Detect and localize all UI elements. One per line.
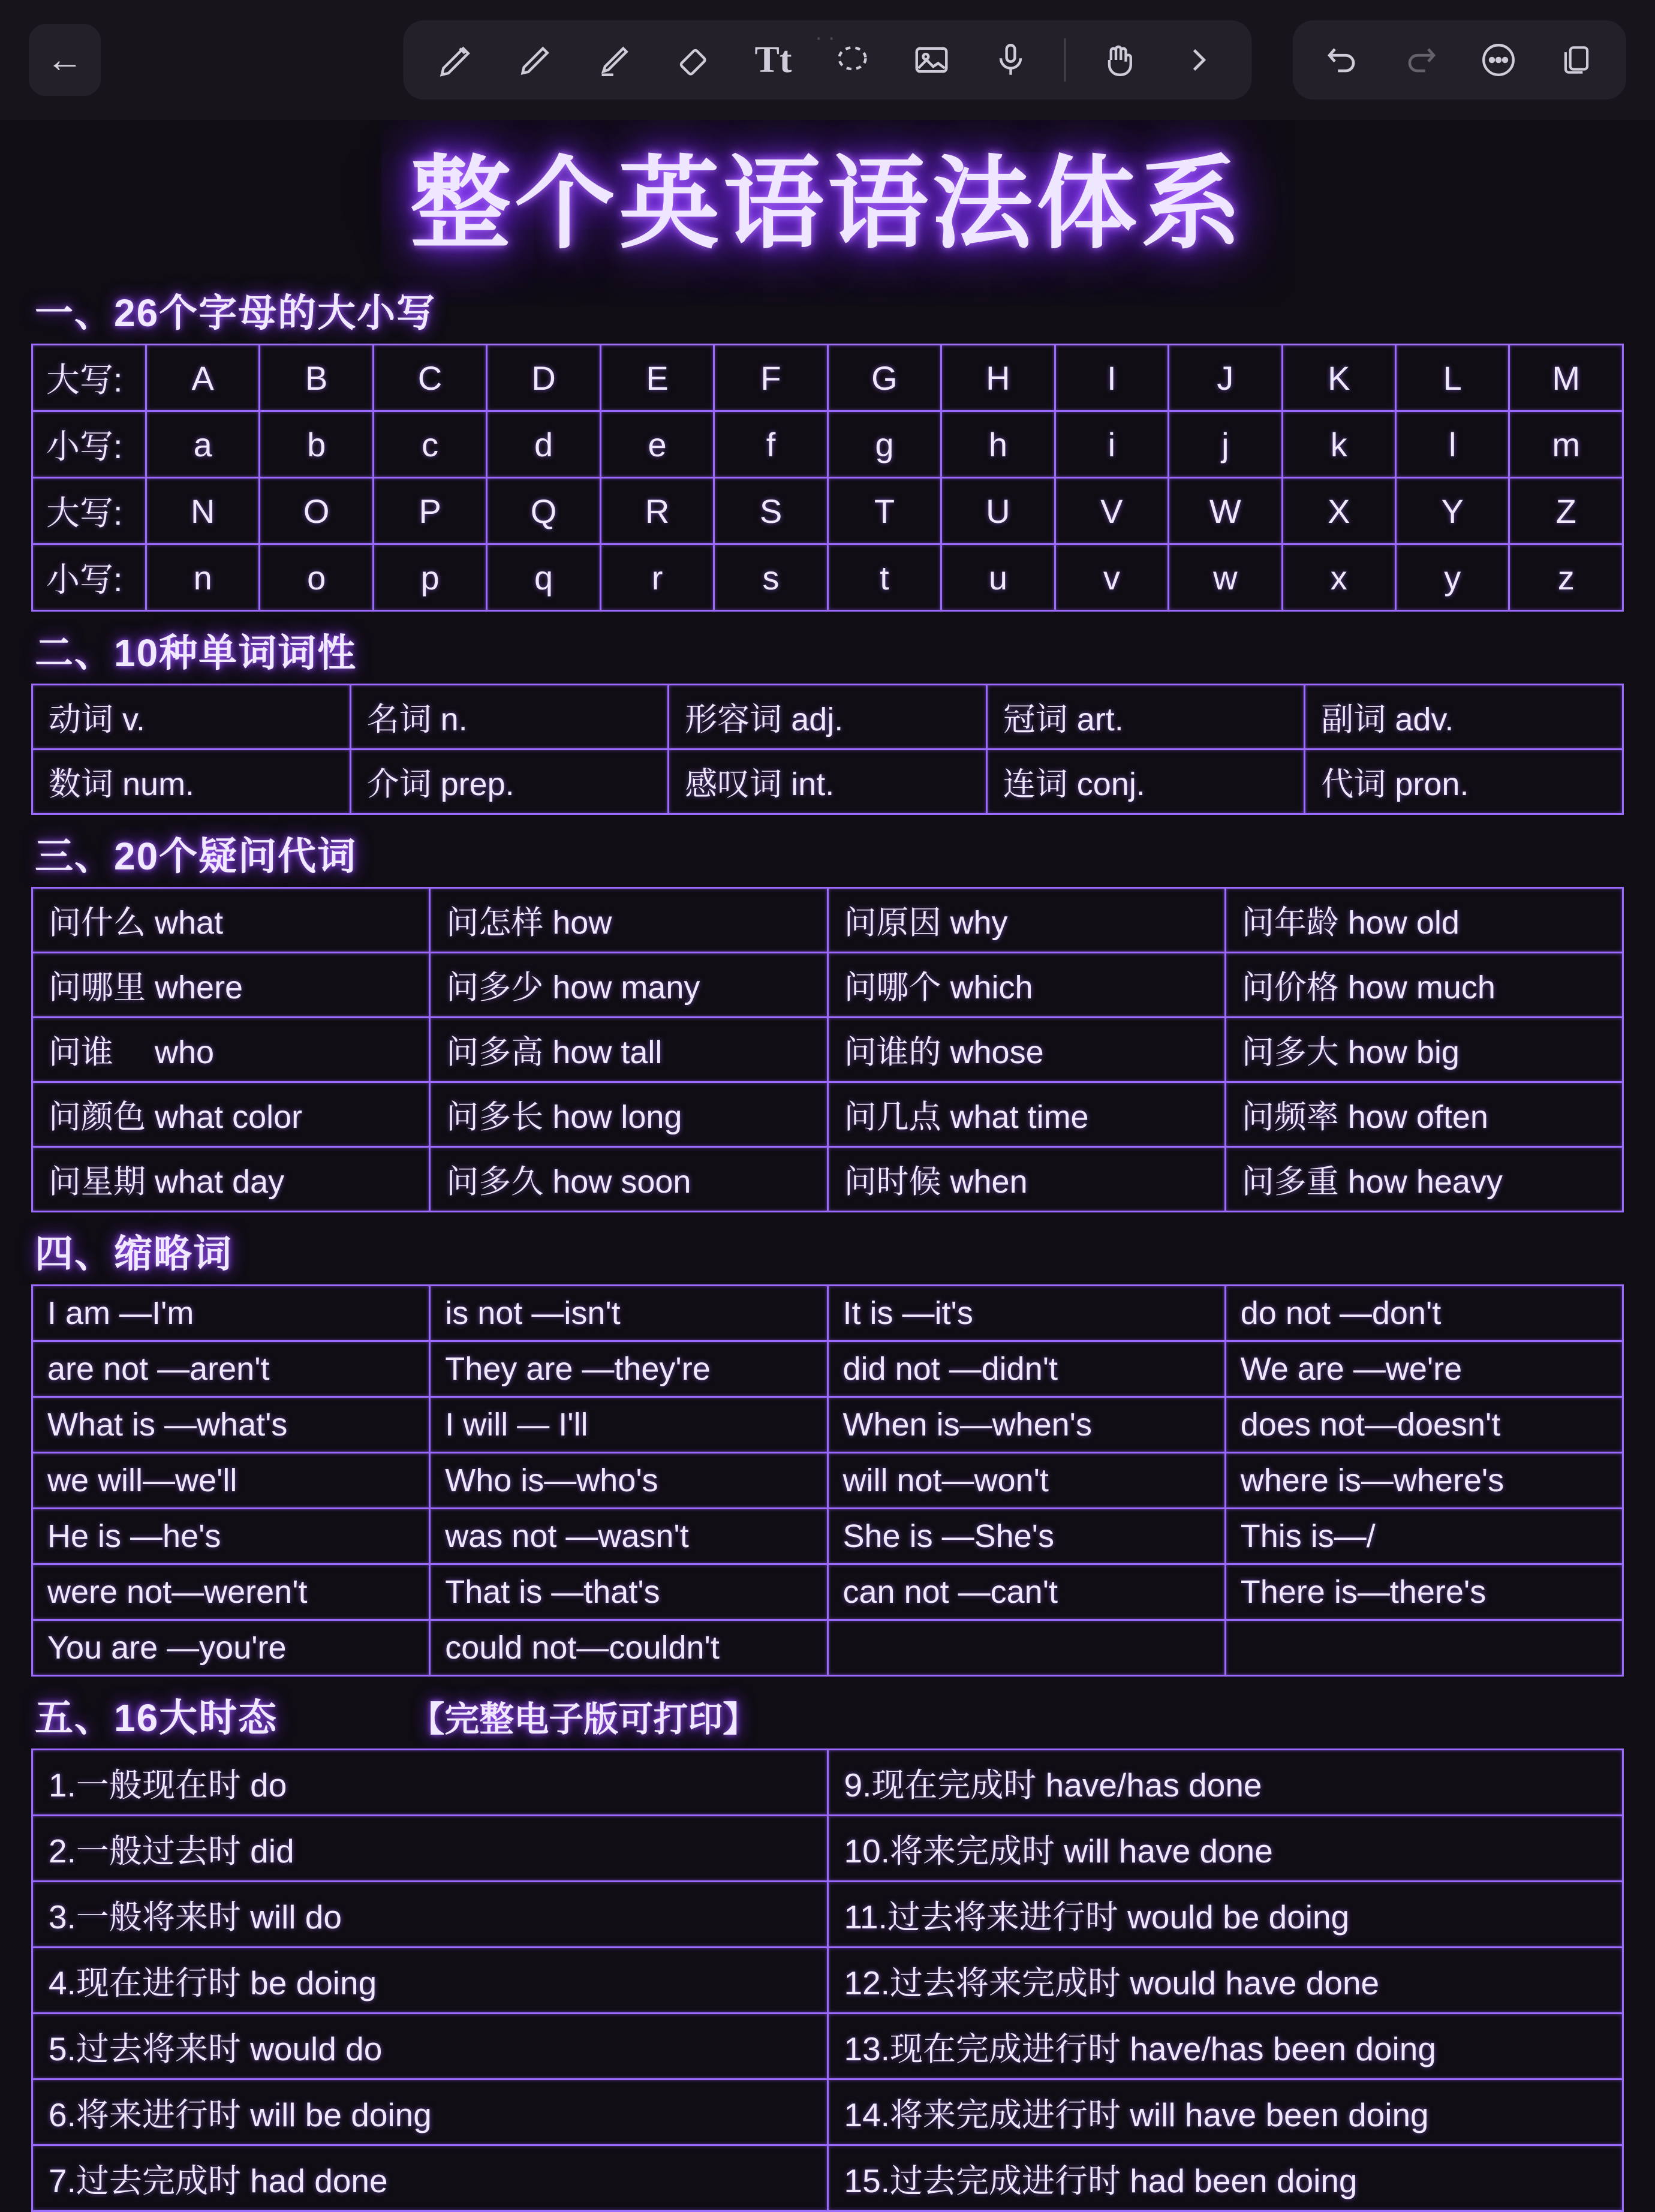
alphabet-cell: Q <box>487 478 600 544</box>
table-row <box>32 1750 1623 1816</box>
alphabet-cell: H <box>941 345 1055 411</box>
tense-cell: 9.现在完成时 have/has done <box>828 1750 1623 1816</box>
tense-cell: 7.过去完成时 had done <box>32 2145 828 2211</box>
contraction-cell: They are —they're <box>430 1341 828 1397</box>
tense-cell: 2.一般过去时 did <box>32 1816 828 1882</box>
tool-palette <box>404 20 1252 100</box>
contraction-cell: I am —I'm <box>32 1286 430 1341</box>
table-row <box>32 1816 1623 1882</box>
contractions-table <box>31 1284 1624 1677</box>
alphabet-cell: U <box>941 478 1055 544</box>
alphabet-cell: K <box>1282 345 1395 411</box>
contraction-cell: That is —that's <box>430 1564 828 1620</box>
contraction-cell: can not —can't <box>828 1564 1225 1620</box>
pos-cell: 名词 n. <box>350 685 669 750</box>
section-heading-alphabet: 一、26个字母的大小写 <box>35 291 437 335</box>
contraction-cell <box>828 1620 1225 1676</box>
alphabet-cell: z <box>1509 544 1623 611</box>
alphabet-cell: a <box>146 411 260 478</box>
tense-cell: 11.过去将来进行时 would be doing <box>828 1882 1623 1948</box>
alphabet-cell: B <box>260 345 373 411</box>
alphabet-cell: o <box>260 544 373 611</box>
table-row <box>32 2014 1623 2079</box>
alphabet-cell: w <box>1169 544 1282 611</box>
alphabet-cell: p <box>373 544 486 611</box>
contraction-cell: are not —aren't <box>32 1341 430 1397</box>
alphabet-cell: J <box>1169 345 1282 411</box>
pencil-icon[interactable] <box>510 34 562 86</box>
contraction-cell: What is —what's <box>32 1397 430 1453</box>
question-word-cell: 问哪里 where <box>32 953 430 1018</box>
redo-icon[interactable] <box>1395 34 1446 86</box>
alphabet-cell: v <box>1055 544 1168 611</box>
tense-cell: 3.一般将来时 will do <box>32 1882 828 1948</box>
contraction-cell: You are —you're <box>32 1620 430 1676</box>
question-word-cell: 问多大 how big <box>1225 1018 1623 1082</box>
tenses-table <box>31 1748 1624 2212</box>
alphabet-cell: f <box>714 411 828 478</box>
alphabet-cell: V <box>1055 478 1168 544</box>
question-word-cell: 问怎样 how <box>430 888 828 953</box>
tense-cell: 14.将来完成进行时 will have been doing <box>828 2079 1623 2145</box>
pos-cell: 连词 conj. <box>986 750 1305 814</box>
alphabet-cell: M <box>1509 345 1623 411</box>
table-row <box>32 1509 1623 1564</box>
question-word-cell: 问谁的 whose <box>828 1018 1225 1082</box>
pos-cell: 动词 v. <box>32 685 351 750</box>
contraction-cell: I will — I'll <box>430 1397 828 1453</box>
question-word-cell: 问星期 what day <box>32 1147 430 1212</box>
contraction-cell: we will—we'll <box>32 1453 430 1509</box>
alphabet-cell: k <box>1282 411 1395 478</box>
insert-image-icon[interactable] <box>906 34 958 86</box>
drag-handle[interactable]: ·· <box>814 24 841 50</box>
alphabet-cell: d <box>487 411 600 478</box>
alphabet-cell: j <box>1169 411 1282 478</box>
contraction-cell: When is—when's <box>828 1397 1225 1453</box>
table-row <box>32 888 1623 953</box>
table-row <box>32 1453 1623 1509</box>
question-word-cell: 问几点 what time <box>828 1082 1225 1147</box>
alphabet-cell: W <box>1169 478 1282 544</box>
contraction-cell: We are —we're <box>1225 1341 1623 1397</box>
note-canvas <box>0 120 1655 2212</box>
contraction-cell: There is—there's <box>1225 1564 1623 1620</box>
alphabet-cell: I <box>1055 345 1168 411</box>
table-row <box>32 1082 1623 1147</box>
alphabet-cell: x <box>1282 544 1395 611</box>
section-heading-tenses-row <box>35 1687 1624 1742</box>
contraction-cell: will not—won't <box>828 1453 1225 1509</box>
table-row <box>32 750 1623 814</box>
pos-cell: 数词 num. <box>32 750 351 814</box>
table-row <box>32 1948 1623 2014</box>
alphabet-cell: t <box>828 544 941 611</box>
contraction-cell: was not —wasn't <box>430 1509 828 1564</box>
table-row <box>32 1882 1623 1948</box>
alphabet-cell: h <box>941 411 1055 478</box>
alphabet-cell: R <box>600 478 714 544</box>
pos-cell: 感叹词 int. <box>669 750 987 814</box>
question-word-cell: 问颜色 what color <box>32 1082 430 1147</box>
contraction-cell: could not—couldn't <box>430 1620 828 1676</box>
toolbar-divider <box>1064 38 1066 82</box>
contraction-cell: This is—/ <box>1225 1509 1623 1564</box>
alphabet-cell: T <box>828 478 941 544</box>
table-row <box>32 1620 1623 1676</box>
pen-icon[interactable] <box>431 34 483 86</box>
alphabet-cell: E <box>600 345 714 411</box>
alphabet-cell: g <box>828 411 941 478</box>
alphabet-cell: e <box>600 411 714 478</box>
table-row <box>32 2145 1623 2211</box>
more-options-icon[interactable] <box>1473 34 1524 86</box>
highlighter-icon[interactable] <box>589 34 641 86</box>
question-words-table <box>31 887 1624 1212</box>
question-word-cell: 问多少 how many <box>430 953 828 1018</box>
question-word-cell: 问多长 how long <box>430 1082 828 1147</box>
tense-cell: 12.过去将来完成时 would have done <box>828 1948 1623 2014</box>
page-title: 整个英语语法体系 <box>410 148 1245 260</box>
section-heading-contractions: 四、缩略词 <box>35 1232 233 1276</box>
undo-icon[interactable] <box>1317 34 1368 86</box>
alphabet-cell: N <box>146 478 260 544</box>
alphabet-cell: c <box>373 411 486 478</box>
alphabet-cell: S <box>714 478 828 544</box>
alphabet-cell: C <box>373 345 486 411</box>
contraction-cell: were not—weren't <box>32 1564 430 1620</box>
printable-note: 【完整电子版可打印】 <box>410 1700 758 1739</box>
pos-cell: 代词 pron. <box>1305 750 1623 814</box>
question-word-cell: 问原因 why <box>828 888 1225 953</box>
contraction-cell: does not—doesn't <box>1225 1397 1623 1453</box>
hand-tool-icon[interactable] <box>1094 34 1145 86</box>
row-label: 小写: <box>32 411 146 478</box>
table-row <box>32 685 1623 750</box>
tense-cell: 6.将来进行时 will be doing <box>32 2079 828 2145</box>
alphabet-cell: Z <box>1509 478 1623 544</box>
row-label: 小写: <box>32 544 146 611</box>
alphabet-cell: s <box>714 544 828 611</box>
table-row <box>32 2079 1623 2145</box>
alphabet-cell: Y <box>1395 478 1509 544</box>
tense-cell: 4.现在进行时 be doing <box>32 1948 828 2014</box>
app-toolbar <box>0 0 1655 120</box>
alphabet-cell: m <box>1509 411 1623 478</box>
tense-cell: 5.过去将来时 would do <box>32 2014 828 2079</box>
contraction-cell: where is—where's <box>1225 1453 1623 1509</box>
alphabet-cell: y <box>1395 544 1509 611</box>
row-label: 大写: <box>32 345 146 411</box>
alphabet-cell: X <box>1282 478 1395 544</box>
pos-cell: 形容词 adj. <box>669 685 987 750</box>
alphabet-cell: b <box>260 411 373 478</box>
tense-cell: 13.现在完成进行时 have/has been doing <box>828 2014 1623 2079</box>
alphabet-cell: A <box>146 345 260 411</box>
contraction-cell: He is —he's <box>32 1509 430 1564</box>
text-tool-icon[interactable]: Tt <box>754 39 792 80</box>
toolbar-right-actions <box>1293 20 1626 100</box>
contraction-cell: is not —isn't <box>430 1286 828 1341</box>
alphabet-cell: n <box>146 544 260 611</box>
alphabet-cell: u <box>941 544 1055 611</box>
question-word-cell: 问价格 how much <box>1225 953 1623 1018</box>
tense-cell: 1.一般现在时 do <box>32 1750 828 1816</box>
table-row <box>32 345 1623 411</box>
question-word-cell: 问什么 what <box>32 888 430 953</box>
alphabet-cell: L <box>1395 345 1509 411</box>
contraction-cell <box>1225 1620 1623 1676</box>
alphabet-cell: G <box>828 345 941 411</box>
table-row <box>32 411 1623 478</box>
tense-cell: 15.过去完成进行时 had been doing <box>828 2145 1623 2211</box>
row-label: 大写: <box>32 478 146 544</box>
question-word-cell: 问哪个 which <box>828 953 1225 1018</box>
question-word-cell: 问多重 how heavy <box>1225 1147 1623 1212</box>
table-row <box>32 1564 1623 1620</box>
contraction-cell: Who is—who's <box>430 1453 828 1509</box>
pos-cell: 副词 adv. <box>1305 685 1623 750</box>
contraction-cell: do not —don't <box>1225 1286 1623 1341</box>
copy-page-icon[interactable] <box>1551 34 1602 86</box>
question-word-cell: 问年龄 how old <box>1225 888 1623 953</box>
more-tools-chevron-icon[interactable] <box>1173 34 1224 86</box>
table-row <box>32 478 1623 544</box>
pos-cell: 冠词 art. <box>986 685 1305 750</box>
section-heading-parts-of-speech: 二、10种单词词性 <box>35 631 357 675</box>
table-row <box>32 953 1623 1018</box>
question-word-cell: 问频率 how often <box>1225 1082 1623 1147</box>
contraction-cell: It is —it's <box>828 1286 1225 1341</box>
microphone-icon[interactable] <box>985 34 1037 86</box>
eraser-icon[interactable] <box>669 34 720 86</box>
contraction-cell: She is —She's <box>828 1509 1225 1564</box>
section-heading-question-words: 三、20个疑问代词 <box>35 835 357 878</box>
table-row <box>32 1286 1623 1341</box>
back-button[interactable] <box>29 24 101 96</box>
alphabet-cell: D <box>487 345 600 411</box>
pos-cell: 介词 prep. <box>350 750 669 814</box>
tense-cell: 10.将来完成时 will have done <box>828 1816 1623 1882</box>
question-word-cell: 问时候 when <box>828 1147 1225 1212</box>
alphabet-cell: F <box>714 345 828 411</box>
alphabet-cell: l <box>1395 411 1509 478</box>
alphabet-cell: r <box>600 544 714 611</box>
alphabet-cell: q <box>487 544 600 611</box>
contraction-cell: did not —didn't <box>828 1341 1225 1397</box>
parts-of-speech-table <box>31 684 1624 815</box>
table-row <box>32 1018 1623 1082</box>
question-word-cell: 问谁 who <box>32 1018 430 1082</box>
alphabet-cell: O <box>260 478 373 544</box>
alphabet-table <box>31 344 1624 612</box>
table-row <box>32 1147 1623 1212</box>
table-row <box>32 544 1623 611</box>
back-arrow-icon: ← <box>46 39 83 80</box>
question-word-cell: 问多高 how tall <box>430 1018 828 1082</box>
section-heading-tenses: 五、16大时态 <box>35 1696 278 1740</box>
question-word-cell: 问多久 how soon <box>430 1147 828 1212</box>
alphabet-cell: P <box>373 478 486 544</box>
table-row <box>32 1397 1623 1453</box>
alphabet-cell: i <box>1055 411 1168 478</box>
table-row <box>32 1341 1623 1397</box>
